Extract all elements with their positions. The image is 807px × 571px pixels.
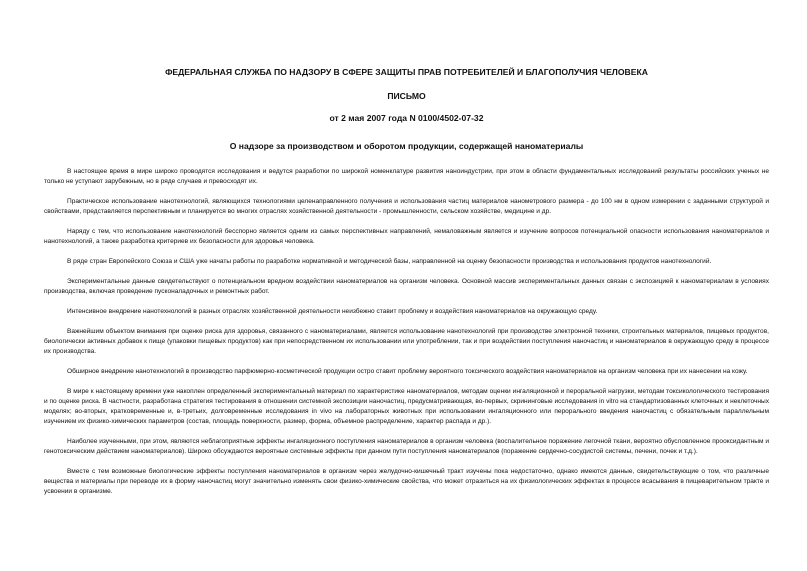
document-date-number: от 2 мая 2007 года N 0100/4502-07-32 xyxy=(329,113,484,123)
paragraph: В настоящее время в мире широко проводятся исследования и ведутся разработки по широкой номенклатуре развития наноиндустрии, при этом в области фундаментальных исследований результаты российских ученых не только не уступают зарубежным, но в ряде случаев и превосходят их. xyxy=(44,168,769,186)
document-subject: О надзоре за производством и оборотом продукции, содержащей наноматериалы xyxy=(229,141,584,151)
paragraph: Экспериментальные данные свидетельствуют о потенциальном вредном воздействии наноматериалов на организм человека. Основной массив экспериментальных данных связан с экспозицией к наноматериалам в условиях производства, включая проведение пусконаладочных и ремонтных работ. xyxy=(44,277,769,295)
paragraph: Вместе с тем возможные биологические эффекты поступления наноматериалов в организм через желудочно-кишечный тракт изучены пока недостаточно, однако имеются данные, свидетельствующие о том, что различные вещества и материалы при переводе их в форму наночастиц могут значительно изменять свои физико-химические свойства, что может отразиться на их физиологических эффектах в процессе всасывания в пищеварительном тракте и усвоении в организме. xyxy=(44,468,769,496)
document-body xyxy=(44,167,769,498)
paragraph: Наиболее изученными, при этом, являются неблагоприятные эффекты ингаляционного поступления наноматериалов в организм человека (воспалительное поражение легочной ткани, вероятно обусловленное прооксидантным и генотоксическим действием наноматериалов). Широко обсуждаются вероятные системные эффекты при данном пути поступления наноматериалов (поражение сердечно-сосудистой системы, печени, почек и т.д.). xyxy=(44,438,769,456)
paragraph: В мире к настоящему времени уже накоплен определенный экспериментальный материал по характеристике наноматериалов, методам оценки ингаляционной и пероральной нагрузки, методам токсикологического тестирования и по оценке риска. В частности, разработана стратегия тестирования в отношении системной экспозиции наночастиц, предусматривающая, во-первых, скрининговые исследования in vitro на стандартизованных клеточных и неклеточных моделях; во-вторых, кратковременные и, в-третьих, долговременные исследования in vivo на лабораторных животных при использовании ингаляционного или перорального введения наночастиц с обязательным параллельным изучением их физико-химических параметров (состав, площадь поверхности, размер, форма, объемное распределение, характер распада и др.). xyxy=(44,387,769,426)
paragraph: Важнейшим объектом внимания при оценке риска для здоровья, связанного с наноматериалами, является использование нанотехнологий при производстве электронной техники, строительных материалов, пищевых продуктов, биологически активных добавок к пище (упаковки пищевых продуктов) как при непосредственном их использовании или употреблении, так и при воздействии поступления наночастиц и наноматериалов в окружающую среду в процессе их производства. xyxy=(44,327,769,355)
paragraph: В ряде стран Европейского Союза и США уже начаты работы по разработке нормативной и методической базы, направленной на оценку безопасности производства и использования продуктов нанотехнологий. xyxy=(67,258,712,265)
document-type: ПИСЬМО xyxy=(387,91,426,101)
paragraph: Интенсивное внедрение нанотехнологий в разных отраслях хозяйственной деятельности неизбежно ставит проблему и воздействия наноматериалов на окружающую среду. xyxy=(67,307,598,315)
issuing-organization: ФЕДЕРАЛЬНАЯ СЛУЖБА ПО НАДЗОРУ В СФЕРЕ ЗАЩИТЫ ПРАВ ПОТРЕБИТЕЛЕЙ И БЛАГОПОЛУЧИЯ ЧЕЛОВЕКА xyxy=(165,67,648,77)
paragraph: Обширное внедрение нанотехнологий в производство парфюмерно-косметической продукции остро ставит проблему вероятного токсического воздействия наноматериалов на организм человека при их нанесении на кожу. xyxy=(67,367,748,375)
paragraph: Практическое использование нанотехнологий, являющихся технологиями целенаправленного получения и использования частиц материалов нанометрового размера - до 100 нм в одном измерении с заданными структурой и свойствами, представляется перспективным и планируется во многих отраслях хозяйственной деятельности - промышленности, сельском хозяйстве, медицине и др. xyxy=(44,198,769,216)
paragraph: Наряду с тем, что использование нанотехнологий бесспорно является одним из самых перспективных направлений, немаловажным является и изучение вопросов потенциальной опасности использования наноматериалов и нанотехнологий, а также разработка критериев их безопасности для здоровья человека. xyxy=(44,228,769,246)
